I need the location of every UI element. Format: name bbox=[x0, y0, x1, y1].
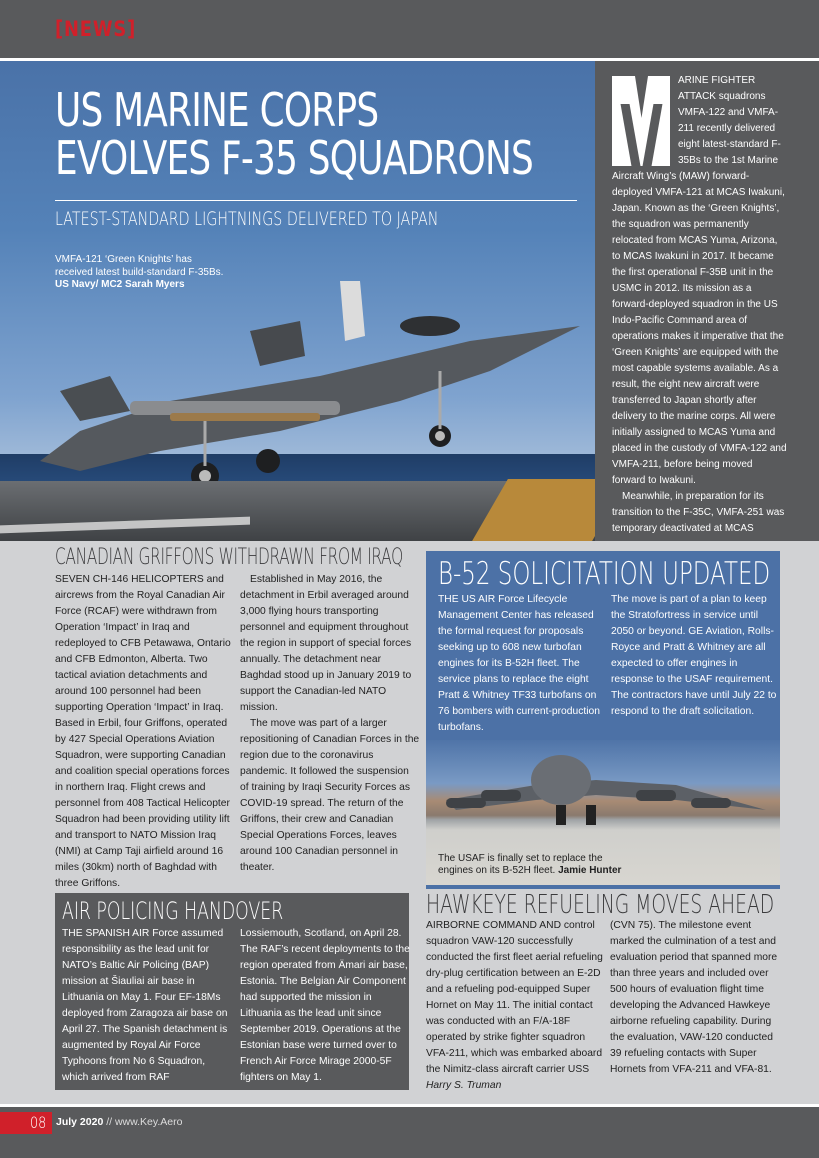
hawkeye-text: AIRBORNE COMMAND AND control squadron VAW-120 successfully conducted the first fleet aerial refueling dry-plug certification between an E-2D and a refueling pod-equipped Super Hornet on May 11. The initial contact was conducted with an F/A-18F operated by strike fighter squadron VFA-211, which was embarked aboard the Nimitz-class aircraft carrier USS bbox=[426, 920, 603, 1075]
b52-photo-caption bbox=[438, 853, 638, 877]
air-policing-col-1: THE SPANISH AIR Force assumed responsibility as the lead unit for NATO’s Baltic Air Policing (BAP) mission at Šiauliai air base in Lithuania on May 1. Four EF-18Ms deployed from Zaragoza air base on April 27. The Spanish detachment is augmented by Royal Air Force Typhoons from No 6 Squadron, which arrived from RAF bbox=[62, 928, 228, 1083]
headline-line-2: EVOLVES F-35 SQUADRONS bbox=[55, 131, 534, 185]
air-policing-col-2: Lossiemouth, Scotland, on April 28. The RAF’s recent deployments to the region operated from Ämari air base, Estonia. The Belgian Air Component had supported the mission in Lithuania as the lead unit since September 2019. Operations at the Estonian base were turned over to French Air Force Mirage 2000-5F fighters on May 1. bbox=[240, 928, 410, 1083]
b52-story-col-1: THE US AIR Force Lifecycle Management Center has released the formal request for proposals seeking up to 608 new turbofan engines for its B-52H fleet. The service plans to replace the eight Pratt & Whitney TF33 turbofans on 76 bombers with current-production turbofans. bbox=[438, 594, 600, 733]
issue-date: July 2020 bbox=[56, 1116, 104, 1128]
page-number: 08 bbox=[30, 1113, 47, 1132]
hawkeye-col-1 bbox=[426, 918, 606, 1094]
headline-line-1: US MARINE CORPS bbox=[55, 83, 379, 137]
lead-headline bbox=[55, 83, 534, 185]
air-policing-headline: AIR POLICING HANDOVER bbox=[62, 897, 284, 925]
ship-name: Harry S. Truman bbox=[426, 1080, 502, 1091]
canadian-griffons-headline: CANADIAN GRIFFONS WITHDRAWN FROM IRAQ bbox=[55, 545, 403, 570]
b52-headline: B-52 SOLICITATION UPDATED bbox=[438, 556, 771, 592]
caption-text: The USAF is finally set to replace the engines on its B-52H fleet. bbox=[438, 853, 603, 876]
footer-issue-line bbox=[56, 1116, 182, 1128]
section-tag: [NEWS] bbox=[55, 17, 137, 41]
caption-text: VMFA-121 ‘Green Knights’ has received latest build-standard F-35Bs. bbox=[55, 254, 224, 278]
headline-rule bbox=[55, 200, 577, 201]
website-link[interactable]: www.Key.Aero bbox=[114, 1116, 183, 1128]
canadian-story-col-2 bbox=[240, 572, 420, 876]
hawkeye-col-2: (CVN 75). The milestone event marked the culmination of a test and evaluation period that spanned more than three years and included over 500 hours of evaluation flight time developing the Advanced Hawkeye airborne refueling capability. During the evaluation, VAW-120 conducted 39 refueling contacts with Super Hornets from VFA-211 and VFA-81. bbox=[610, 920, 778, 1075]
lead-story-body bbox=[612, 73, 787, 537]
lead-paragraph-2: Meanwhile, in preparation for its transition to the F-35C, VMFA-251 was temporary deactivated at MCAS bbox=[612, 491, 785, 534]
canadian-paragraph-3: The move was part of a larger repositioning of Canadian Forces in the region due to the coronavirus pandemic. It followed the suspension of training by Iraqi Security Forces as COVID-19 spread. The return of the Griffons, their crew and Canadian Special Operations Forces, leaves around 100 Canadian personnel in theater. bbox=[240, 718, 420, 873]
hawkeye-headline: HAWKEYE REFUELING MOVES AHEAD bbox=[426, 890, 775, 920]
lead-subheadline: LATEST-STANDARD LIGHTNINGS DELIVERED TO JAPAN bbox=[55, 208, 439, 230]
footer-bar bbox=[0, 1107, 819, 1158]
b52-story-col-2: The move is part of a plan to keep the Stratofortress in service until 2050 or beyond. GE Aviation, Rolls-Royce and Pratt & Whitney are all expected to offer engines in response to the USAF requirement. The contractors have until July 22 to respond to the draft solicitation. bbox=[611, 594, 777, 717]
separator: // bbox=[103, 1116, 115, 1128]
canadian-paragraph-2: Established in May 2016, the detachment in Erbil averaged around 3,000 flying hours transporting personnel and equipment throughout the region in support of special forces annually. The detachment near Baghdad stood up in January 2019 to support the Canadian-led NATO mission. bbox=[240, 574, 412, 713]
lead-paragraph-1: ARINE FIGHTER ATTACK squadrons VMFA-122 and VMFA-211 recently delivered eight latest-standard F-35Bs to the 1st Marine Aircraft Wing’s (MAW) forward-deployed VMFA-121 at MCAS Iwakuni, Japan. Known as the ‘Green Knights’, the squadron was permanently relocated from MCAS Yuma, Arizona, to MCAS Iwakuni in 2017. It became the first operational F-35B unit in the USMC in 2012. Its mission as a forward-deployed squadron in the US Indo-Pacific Command area of operations makes it imperative that the ‘Green Knights’ are equipped with the most capable systems available. As a result, the eight new aircraft were transferred to Japan shortly after delivery to the marine corps. All were initially assigned to MCAS Yuma and placed in the custody of VMFA-122 and VMFA-211, before being moved forward to Iwakuni. bbox=[612, 75, 787, 486]
canadian-story-col-1: SEVEN CH-146 HELICOPTERS and aircrews from the Royal Canadian Air Force (RCAF) were withdrawn from Operation ‘Impact’ in Iraq and redeployed to CFB Petawawa, Ontario and CFB Edmonton, Alberta. Two tactical aviation detachments and around 100 personnel had been supporting Operation ‘Impact’ in Iraq. Based in Erbil, four Griffons, operated by 427 Special Operations Aviation Squadron, were supporting Canadian and coalition special operations forces in northern Iraq. Flight crews and personnel from 408 Tactical Helicopter Squadron had been providing utility lift and transport to NATO Mission Iraq (NMI) at Camp Taji airfield around 16 miles (30km) north of Baghdad with three Griffons. bbox=[55, 574, 231, 889]
photo-credit: Jamie Hunter bbox=[558, 865, 622, 876]
drop-cap-m bbox=[612, 76, 670, 166]
hero-photo-caption bbox=[55, 254, 225, 292]
f35-jet-illustration bbox=[20, 281, 590, 481]
photo-credit: US Navy/ MC2 Sarah Myers bbox=[55, 279, 185, 290]
